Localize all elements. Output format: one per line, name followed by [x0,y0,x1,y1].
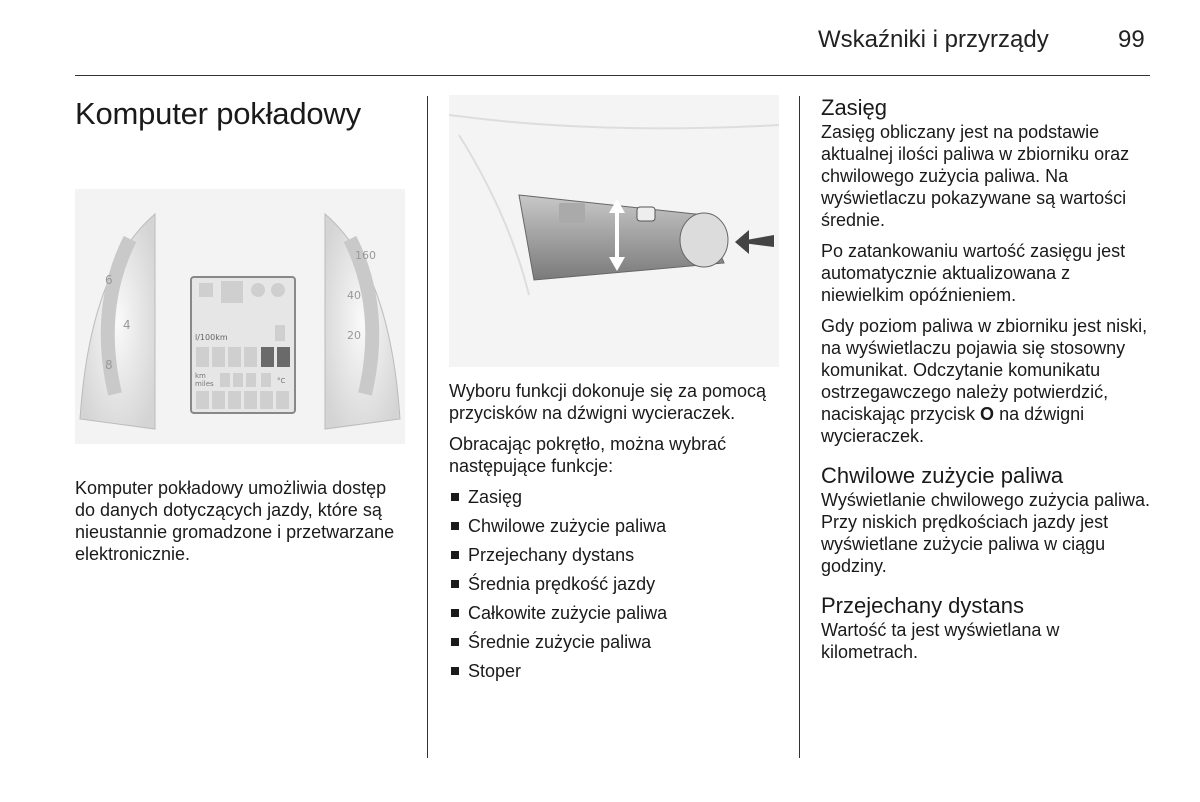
list-item: Przejechany dystans [449,544,779,566]
list-item: Zasięg [449,486,779,508]
svg-text:8: 8 [105,358,113,372]
distance-paragraph: Wartość ta jest wyświetlana w kilometrach. [821,620,1060,662]
lcd-miles-label: miles [195,380,214,388]
list-item: Średnia prędkość jazdy [449,573,779,595]
range-paragraph-3-text-a: Gdy poziom paliwa w zbiorniku jest niski, na wyświetlaczu pojawia się stosowny komunikat. Odczytanie komunikatu ostrzegawczego należy potwierdzić, naciskając przycisk [821,316,1148,424]
range-paragraph-1: Zasięg obliczany jest na podstawie aktualnej ilości paliwa w zbiorniku oraz chwilowego zużycia paliwa. Na wyświetlaczu pokazywane są wartości średnie. [821,122,1130,230]
range-paragraph-3-text-b: na dźwigni wycieraczek. [821,404,1085,446]
function-list [449,486,779,682]
svg-text:40: 40 [347,289,361,302]
wiper-lever-illustration [449,95,779,367]
column-2 [449,95,779,689]
section-title: Komputer pokładowy [75,96,361,131]
list-item: Całkowite zużycie paliwa [449,602,779,624]
page-number: 99 [1118,26,1145,53]
column-1 [75,95,410,574]
subheading-distance: Przejechany dystans [821,593,1024,618]
svg-text:160: 160 [355,249,376,262]
range-paragraph-3 [821,315,1156,447]
instrument-cluster-drawing [75,189,405,444]
svg-text:4: 4 [123,318,131,332]
intro-paragraph: Komputer pokładowy umożliwia dostęp do danych dotyczących jazdy, które są nieustannie gromadzone i przetwarzane elektronicznie. [75,478,395,564]
list-item: Średnie zużycie paliwa [449,631,779,653]
wiper-lever-drawing [449,95,779,367]
list-item: Chwilowe zużycie paliwa [449,515,779,537]
instant-consumption-paragraph: Wyświetlanie chwilowego zużycia paliwa. Przy niskich prędkościach jazdy jest wyświetlane zużycie paliwa w ciągu godziny. [821,490,1150,576]
svg-text:20: 20 [347,329,361,342]
lcd-km-label: km [195,372,206,380]
lcd-celsius-label: °C [277,377,286,385]
header-rule [75,75,1150,76]
svg-text:6: 6 [105,273,113,287]
column-rule-left [427,96,428,758]
column-rule-right [799,96,800,758]
list-item: Stoper [449,660,779,682]
column-3 [821,95,1156,672]
page-header-title: Wskaźniki i przyrządy [818,26,1049,53]
paragraph-selection: Wyboru funkcji dokonuje się za pomocą przycisków na dźwigni wycieraczek. [449,381,767,423]
button-o-label: O [980,404,995,424]
lcd-unit-label: l/100km [195,333,228,342]
subheading-instant-consumption: Chwilowe zużycie paliwa [821,463,1064,488]
paragraph-rotate: Obracając pokrętło, można wybrać następujące funkcje: [449,434,727,476]
range-paragraph-2: Po zatankowaniu wartość zasięgu jest automatycznie aktualizowana z niewielkim opóźnieniem. [821,241,1126,305]
instrument-cluster-illustration [75,189,405,444]
subheading-range: Zasięg [821,95,888,120]
